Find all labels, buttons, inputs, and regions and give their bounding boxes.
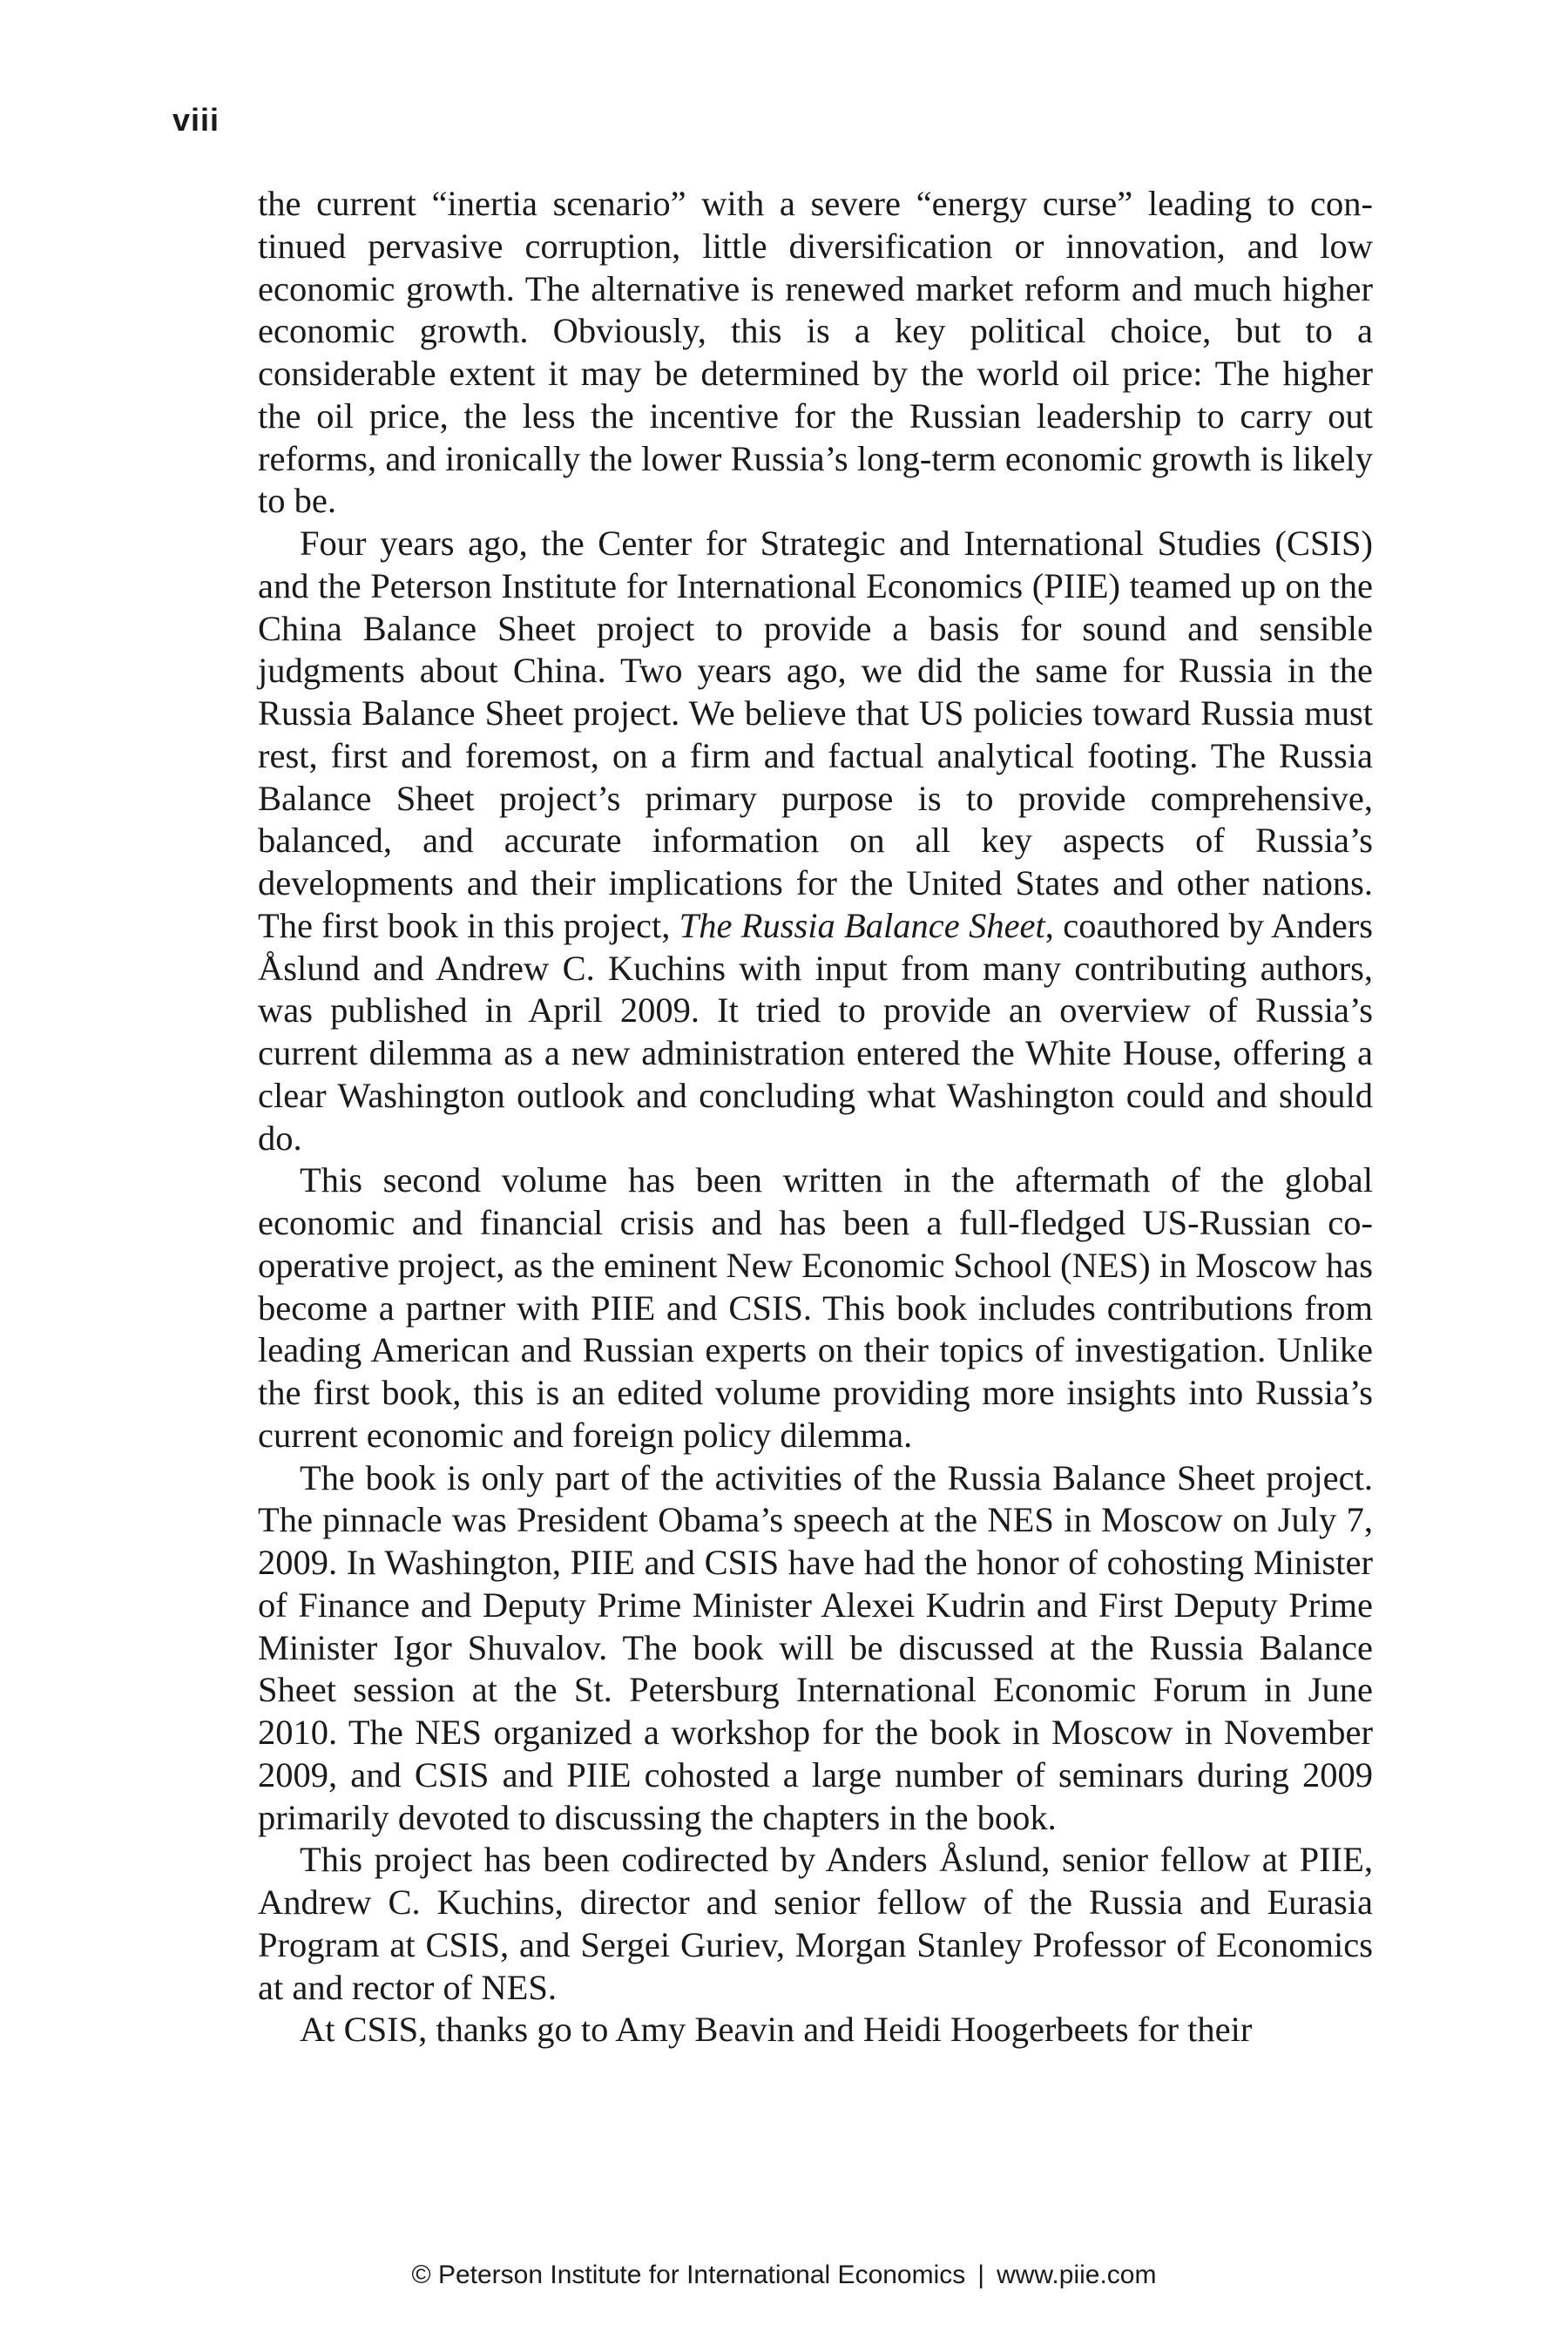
- paragraph-codirectors: This project has been codirected by Anders Åslund, senior fellow at PIIE, Andrew C. Kuchins, director and senior fellow of the Russia and Eurasia Program at CSIS, and Sergei Guriev, Morgan Stanley Professor of Economics at and rector of NES.: [258, 1840, 1373, 2007]
- paragraph-csis-thanks: At CSIS, thanks go to Amy Beavin and Heidi Hoogerbeets for their: [300, 2010, 1253, 2050]
- paragraph-second-volume: This second volume has been written in the aftermath of the global economic and financial crisis and has been a full-fledged US-Russian cooperative project, as the eminent New Economic School (NES) in Moscow has become a partner with PIIE and CSIS. This book includes contributions from leading American and Russian experts on their topics of investigation. Unlike the first book, this is an edited volume providing more insights into Russia’s current economic and foreign policy dilemma.: [258, 1160, 1373, 1455]
- paragraph-balance-sheet-project: [258, 523, 1373, 1159]
- footer-copyright: © Peterson Institute for International Economics: [411, 2261, 966, 2289]
- book-title-italic: The Russia Balance Sheet: [679, 905, 1045, 945]
- paragraph-text-before-title: Four years ago, the Center for Strategic and International Studies (CSIS) and the Peterson Institute for International Economics (PIIE) teamed up on the China Balance Sheet project to provide a basis for sound and sensible judgments about China. Two years ago, we did the same for Russia in the Russia Balance Sheet project. We believe that US policies toward Russia must rest, first and foremost, on a firm and factual analytical footing. The Russia Balance Sheet project’s primary purpose is to provide comprehensive, balanced, and accurate information on all key aspects of Russia’s developments and their implications for the United States and other nations. The first book in this project,: [258, 524, 1373, 945]
- body-text: [258, 183, 1373, 2051]
- page-footer: [0, 2262, 1568, 2288]
- paragraph-text-after-title: , coauthored by Anders Åslund and Andrew C. Kuchins with input from many contributing authors, was published in April 2009. It tried to provide an overview of Russia’s current dilemma as a new administration entered the White House, offering a clear Washington outlook and concluding what Washington could and should do.: [258, 905, 1373, 1158]
- paragraph-project-activities: The book is only part of the activities of the Russia Balance Sheet project. The pinnacle was President Obama’s speech at the NES in Moscow on July 7, 2009. In Washington, PIIE and CSIS have had the honor of cohosting Minister of Finance and Deputy Prime Minister Alexei Kudrin and First Deputy Prime Minister Igor Shuvalov. The book will be discussed at the Russia Balance Sheet session at the St. Petersburg International Economic Forum in June 2010. The NES organized a workshop for the book in Moscow in November 2009, and CSIS and PIIE cohosted a large number of seminars during 2009 primarily devoted to discussing the chapters in the book.: [258, 1457, 1373, 1837]
- page-number: viii: [172, 102, 220, 138]
- footer-separator: |: [977, 2261, 985, 2289]
- footer-website-link[interactable]: www.piie.com: [997, 2261, 1157, 2289]
- paragraph-inertia-scenario: the current “inertia scenario” with a severe “energy curse” leading to continued pervasive corruption, little diversification or innovation, and low economic growth. The alternative is renewed market reform and much higher economic growth. Obviously, this is a key political choice, but to a considerable extent it may be determined by the world oil price: The higher the oil price, the less the incentive for the Russian leadership to carry out reforms, and ironically the lower Russia’s long-term economic growth is likely to be.: [258, 184, 1373, 521]
